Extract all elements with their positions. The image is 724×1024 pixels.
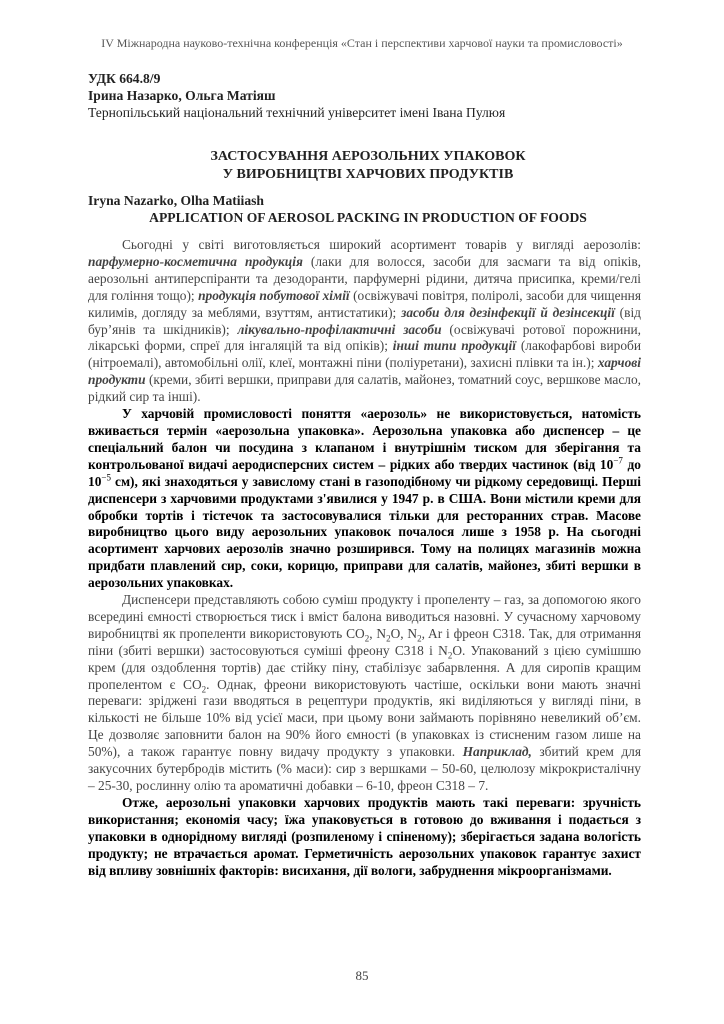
- emphasis: засоби для дезінфекції й дезінсекції: [401, 304, 615, 320]
- subscript: 2: [417, 633, 422, 644]
- subscript: 2: [201, 684, 207, 695]
- english-header: [88, 192, 648, 226]
- subscript: 2: [447, 650, 453, 661]
- article-body: [88, 237, 641, 879]
- title-en: APPLICATION OF AEROSOL PACKING IN PRODUCTION OF FOODS: [149, 210, 587, 225]
- affiliation: Тернопільський національний технічний університет імені Івана Пулюя: [88, 105, 506, 120]
- text-run: У харчовій промисловості поняття «аерозоль» не використовується, натомість вживається термін «аерозольна упаковка». Аерозольна упаковка або диспенсер – це спеціальний балон чи посудина з клапаном і внутрішнім тиском для зберігання та контрольованої видачі аеродисперсних систем – рідких або твердих частинок (від 10: [88, 406, 641, 472]
- paragraph-2: [88, 406, 641, 592]
- text-run: до 10: [88, 456, 641, 489]
- title-ua-line-2: У ВИРОБНИЦТВІ ХАРЧОВИХ ПРОДУКТІВ: [222, 167, 514, 182]
- emphasis: харчові продукти: [88, 355, 641, 388]
- text-run: Диспенсери представляють собою суміш продукту і пропеленту – газ, за допомогою якого всередині ємності створюється тиск і вміст балона виводиться назовні. У сучасному харчовому виробництві як пропеленти використовують CO: [88, 592, 641, 641]
- udc-code: УДК 664.8/9: [88, 71, 161, 86]
- emphasis: продукція побутової хімії: [198, 287, 350, 303]
- text-run: , N: [369, 625, 387, 641]
- text-run: (освіжувачі повітря, поліролі, засоби для чищення килимів, догляду за меблями, взуттям, антистатики);: [88, 287, 641, 320]
- paragraph-1: [88, 237, 641, 406]
- superscript: −7: [613, 455, 623, 466]
- emphasis: інші типи продукції: [392, 338, 516, 354]
- superscript: −5: [101, 472, 111, 483]
- running-header: IV Міжнародна науково-технічна конференція «Стан і перспективи харчової науки та промисловості»: [101, 36, 623, 50]
- text-run: (лаки для волосся, засоби для засмаги та від опіків, аерозольні антиперспіранти та дезодоранти, парфумерні рідини, дитяча присипка, креми/гелі для гоління тощо);: [88, 253, 641, 303]
- text-run: (від бур’янів та шкідників);: [88, 304, 641, 337]
- text-run: O. Упакований з цією сумішшю крем (для оздоблення тортів) дає стійку піну, стабілізує забарвлення. А для сиропів кращим пропелентом є CO: [88, 642, 641, 692]
- text-run: . Однак, фреони використовують частіше, оскільки вони мають значні переваги: зріджені гази вводяться в рецептури продуктів, які виділяються у вигляді піни, в кількості не більше 10% від усієї маси, при цьому вони займають порівняно невеликий об’єм. Це дозволяє заповнити балон на 90% його ємності (в упаковках із стисненим газом лише на 50%), а також гарантує повну видачу продукту з упаковки.: [88, 676, 641, 760]
- text-run: O, N: [390, 625, 418, 641]
- text-run: (освіжувачі ротової порожнини, лікарські форми, спреї для інгаляцій та від опіків);: [88, 321, 641, 354]
- paragraph-4: Отже, аерозольні упаковки харчових продуктів мають такі переваги: зручність використання; економія часу; їжа упаковується в готовою до вживання і подається з упаковки в однорідному вигляді (розпиленому і спіненому); зберігається задана вологість продукту; не втрачається аромат. Герметичність аерозольних упаковок гарантує захист від впливу зовнішніх факторів: висихання, дії вологи, забруднення мікроорганізмами.: [88, 794, 641, 878]
- paragraph-3: [88, 592, 641, 795]
- subscript: 2: [364, 633, 370, 644]
- subscript: 2: [386, 633, 391, 644]
- page-number: 85: [355, 968, 369, 983]
- text-run: збитий крем для закусочних бутербродів містить (% маси): сир з вершками – 50-60, целюлозу мікрокристалічну – 25-30, рослинну олію та ароматичні добавки – 6-10, фреон С318 – 7.: [88, 744, 641, 793]
- article-header: [88, 70, 648, 121]
- text-run: (лакофарбові вироби (нітроемалі), автомобільні олії, клеї, монтажні піни (поліуретани), захисні плівки та ін.);: [88, 338, 641, 371]
- text-run: см), які знаходяться у завислому стані в газоподібному чи рідкому середовищі. Перші диспенсери з харчовими продуктами з'явилися у 1947 р. в США. Вони містили креми для обробки тортів і тістечок та застосовувалися тільки для ресторанних страв. Масове виробництво цього виду аерозольних упаковок почалося лише з 1958 р. На сьогодні асортимент харчових аерозолів значно розширився. Тому на полицях магазинів можна придбати плавлений сир, соки, корицю, приправи для салатів, майонез, збиті вершки в аерозольних упаковках.: [88, 473, 641, 591]
- authors-en: Iryna Nazarko, Olha Matiiash: [88, 193, 264, 208]
- title-ua-line-1: ЗАСТОСУВАННЯ АЕРОЗОЛЬНИХ УПАКОВОК: [210, 149, 526, 164]
- text-run: , Ar і фреон С318. Так, для отримання піни (збиті вершки) застосовуються суміші фреону С318 і N: [88, 625, 641, 658]
- emphasis: Наприклад,: [462, 744, 532, 760]
- authors-ua: Ірина Назарко, Ольга Матіяш: [88, 88, 276, 103]
- text-run: (креми, збиті вершки, приправи для салатів, майонез, томатний соус, вершкове масло, рідкий сир та інші).: [88, 372, 641, 405]
- text-run: Сьогодні у світі виготовляється широкий асортимент товарів у вигляді аерозолів:: [122, 237, 641, 252]
- emphasis: парфумерно-косметична продукція: [88, 253, 303, 269]
- title-ua: [88, 148, 648, 184]
- emphasis: лікувально-профілактичні засоби: [237, 321, 442, 337]
